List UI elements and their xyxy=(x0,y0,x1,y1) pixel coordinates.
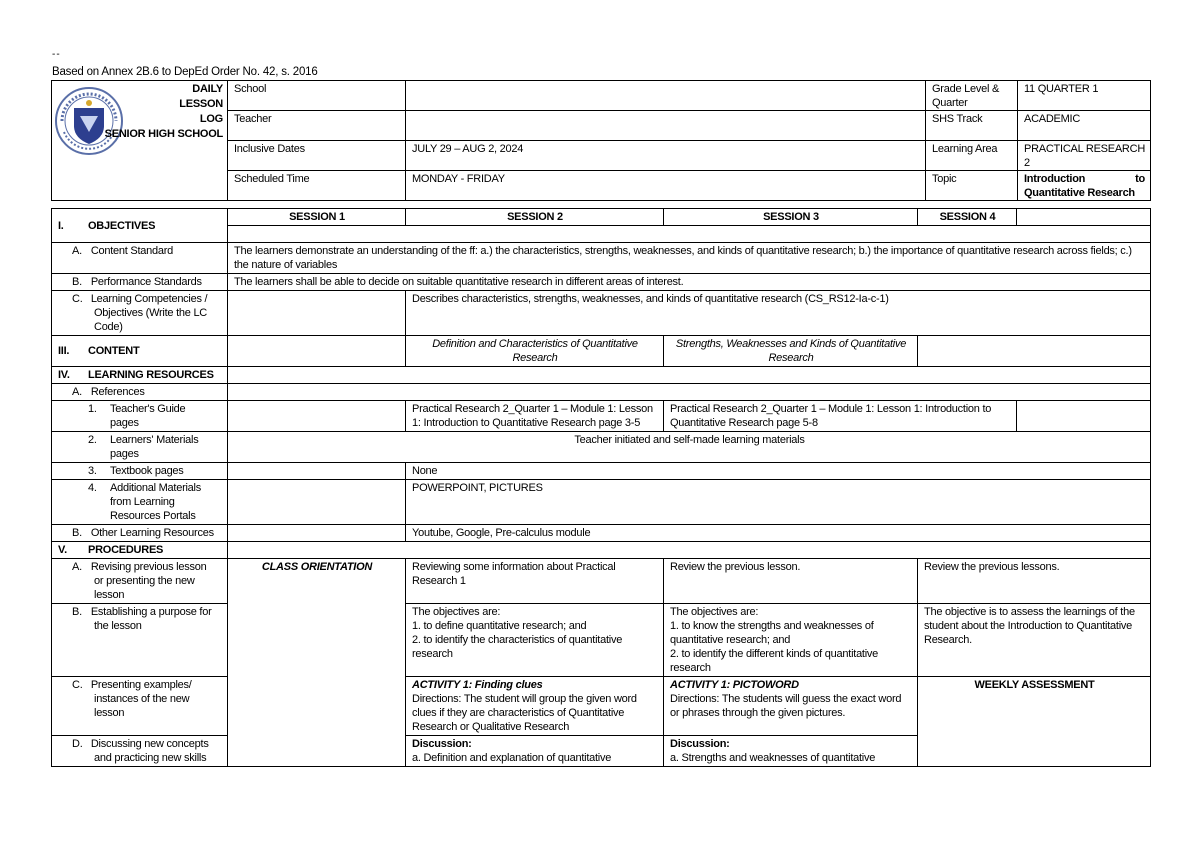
session-2-header: SESSION 2 xyxy=(406,209,664,226)
additional-materials-label: 4. Additional Materials from Learning Resources Portals xyxy=(52,480,228,525)
logo-cell xyxy=(52,81,228,201)
competencies-label: C. Learning Competencies / Objectives (Write the LC Code) xyxy=(52,291,228,336)
content-standard-label: A. Content Standard xyxy=(52,243,228,274)
dates-value: JULY 29 – AUG 2, 2024 xyxy=(406,141,926,171)
session-1-header: SESSION 1 xyxy=(228,209,406,226)
class-orientation: CLASS ORIENTATION xyxy=(228,559,406,767)
teacher-value xyxy=(406,111,926,141)
performance-standards-label: B. Performance Standards xyxy=(52,274,228,291)
procedure-c-session-2: ACTIVITY 1: Finding clues Directions: The student will group the given word clues if they are characteristics of Quantitative Research or Qualitative Research xyxy=(406,677,664,736)
dll-main-table xyxy=(51,208,1151,767)
school-label: School xyxy=(228,81,406,111)
header-table xyxy=(51,80,1151,201)
time-value: MONDAY - FRIDAY xyxy=(406,171,926,201)
content-standard-text: The learners demonstrate an understanding of the ff: a.) the characteristics, strengths, weaknesses, and kinds of quantitative research; b.) the importance of quantitative research across fields; c.) the nature of variables xyxy=(228,243,1151,274)
topic-value: Introduction to Quantitative Research xyxy=(1018,171,1151,201)
topic-label: Topic xyxy=(926,171,1018,201)
other-resources-label: B. Other Learning Resources xyxy=(52,525,228,542)
procedure-c-label: C. Presenting examples/ instances of the new lesson xyxy=(52,677,228,736)
references-label: A. References xyxy=(52,384,228,401)
procedure-c-session-3: ACTIVITY 1: PICTOWORD Directions: The students will guess the exact word or phrases through the given pictures. xyxy=(664,677,918,736)
procedure-a-session-4: Review the previous lessons. xyxy=(918,559,1151,604)
session-4-header: SESSION 4 xyxy=(918,209,1017,226)
area-label: Learning Area xyxy=(926,141,1018,171)
learning-resources-heading: IV. LEARNING RESOURCES xyxy=(52,367,228,384)
dates-label: Inclusive Dates xyxy=(228,141,406,171)
teachers-guide-session-2: Practical Research 2_Quarter 1 – Module 1: Lesson 1: Introduction to Quantitative Research page 3-5 xyxy=(406,401,664,432)
textbook-pages-text: None xyxy=(406,463,1151,480)
learners-materials-label: 2. Learners' Materials pages xyxy=(52,432,228,463)
shs-label: SENIOR HIGH SCHOOL xyxy=(104,128,223,140)
time-label: Scheduled Time xyxy=(228,171,406,201)
area-value: PRACTICAL RESEARCH 2 xyxy=(1018,141,1151,171)
content-session-2: Definition and Characteristics of Quantitative Research xyxy=(406,336,664,367)
procedure-d-label: D. Discussing new concepts and practicing new skills xyxy=(52,736,228,767)
other-resources-text: Youtube, Google, Pre-calculus module xyxy=(406,525,1151,542)
procedure-d-session-2: Discussion: a. Definition and explanation of quantitative xyxy=(406,736,664,767)
objectives-heading: I. OBJECTIVES xyxy=(52,209,228,243)
learners-materials-text: Teacher initiated and self-made learning materials xyxy=(228,432,1151,463)
teachers-guide-session-3: Practical Research 2_Quarter 1 – Module 1: Lesson 1: Introduction to Quantitative Research page 5-8 xyxy=(664,401,1017,432)
dll-title: DAILY LESSON LOG SENIOR HIGH SCHOOL xyxy=(104,83,223,140)
school-value xyxy=(406,81,926,111)
procedure-d-session-3: Discussion: a. Strengths and weaknesses of quantitative xyxy=(664,736,918,767)
teachers-guide-label: 1. Teacher's Guide pages xyxy=(52,401,228,432)
grade-label: Grade Level & Quarter xyxy=(926,81,1018,111)
annex-reference: Based on Annex 2B.6 to DepEd Order No. 42, s. 2016 xyxy=(52,66,318,78)
procedures-heading: V. PROCEDURES xyxy=(52,542,228,559)
teacher-label: Teacher xyxy=(228,111,406,141)
additional-materials-text: POWERPOINT, PICTURES xyxy=(406,480,1151,525)
procedure-b-session-4: The objective is to assess the learnings of the student about the Introduction to Quantitative Research. xyxy=(918,604,1151,677)
session-3-header: SESSION 3 xyxy=(664,209,918,226)
procedure-b-label: B. Establishing a purpose for the lesson xyxy=(52,604,228,677)
competencies-text: Describes characteristics, strengths, weaknesses, and kinds of quantitative research (CS_RS12-Ia-c-1) xyxy=(406,291,1151,336)
textbook-pages-label: 3. Textbook pages xyxy=(52,463,228,480)
procedure-a-session-3: Review the previous lesson. xyxy=(664,559,918,604)
content-heading: III. CONTENT xyxy=(52,336,228,367)
procedure-b-session-3: The objectives are: 1. to know the strengths and weaknesses of quantitative research; and 2. to identify the different kinds of quantitative research xyxy=(664,604,918,677)
grade-value: 11 QUARTER 1 xyxy=(1018,81,1151,111)
track-label: SHS Track xyxy=(926,111,1018,141)
dash-mark: -- xyxy=(52,49,61,60)
performance-standards-text: The learners shall be able to decide on suitable quantitative research in different areas of interest. xyxy=(228,274,1151,291)
procedure-a-session-2: Reviewing some information about Practical Research 1 xyxy=(406,559,664,604)
weekly-assessment: WEEKLY ASSESSMENT xyxy=(918,677,1151,767)
track-value: ACADEMIC xyxy=(1018,111,1151,141)
content-session-3: Strengths, Weaknesses and Kinds of Quantitative Research xyxy=(664,336,918,367)
procedure-b-session-2: The objectives are: 1. to define quantitative research; and 2. to identify the characteristics of quantitative research xyxy=(406,604,664,677)
procedure-a-label: A. Revising previous lesson or presenting the new lesson xyxy=(52,559,228,604)
